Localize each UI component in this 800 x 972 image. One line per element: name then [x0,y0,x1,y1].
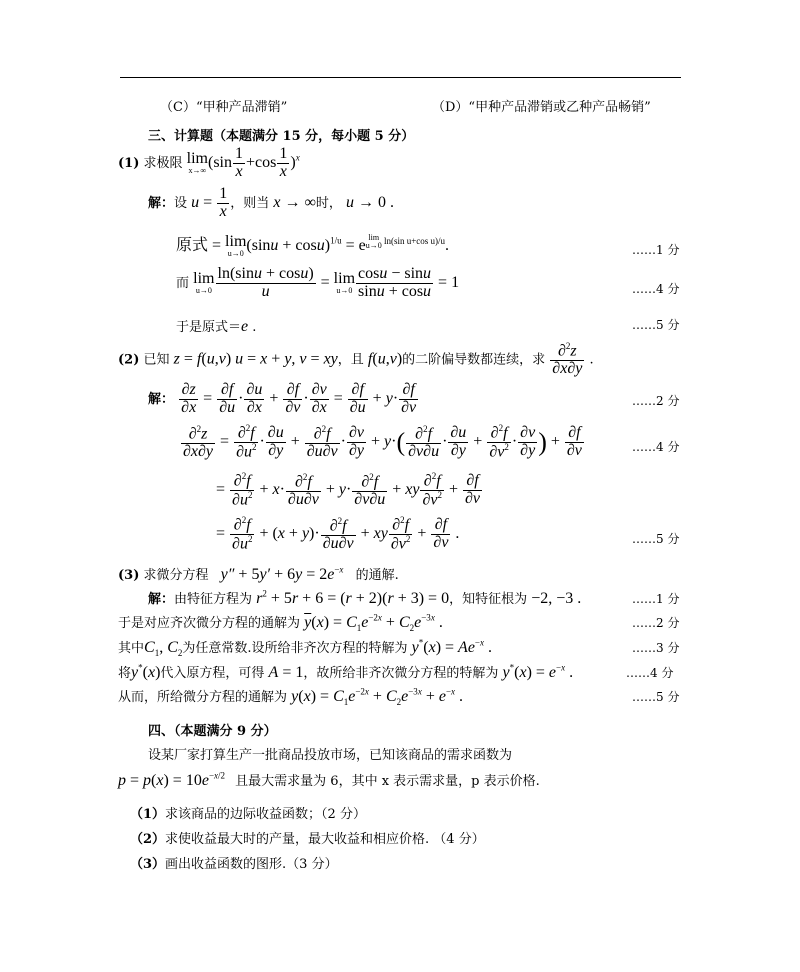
problem2-step1: 解： $\frac{\partial z}{\partial x}$ = $\frac{\partial f}{\partial u}$ · $\frac{\partial u}{\partial x}$ + $\frac{\partial f}{\partial v}$ · $\frac{\partial v}{\partial x}$ = $\frac{\partial f}{\partial u}$ + y· $\frac{\partial f}{\partial v}$ [148,381,417,416]
problem2-score-3: ……5 分 [632,532,680,546]
problem1-conclusion: 于是原式＝e . [176,318,257,335]
problem2-step4: = $\frac{\partial^2f}{\partial u^2}$ + (x + y)· $\frac{\partial^2f}{\partial u\partial v}$ + xy $\frac{\partial^2f}{\partial v^2}$ + $\frac{\partial f}{\partial v}$ . [216,515,460,553]
problem3-line1: 解：由特征方程为 $r^2 + 5r + 6 = (r + 2)(r + 3) = 0$，知特征根为 −2, −3 . [148,588,582,607]
problem1-line1: 原式 = lim u→0 $(\sin u + \cos u)^{1/u} = e$ $^{lim u\to 0 ln(sin u+cos u)/u}$. [176,232,450,259]
section4-intro: 设某厂家打算生产一批商品投放市场，已知该商品的需求函数为 [148,748,513,763]
problem3-line3: 其中$C_1$, $C_2$为任意常数.设所给非齐次方程的特解为 $y^*(x) = Ae^{-x}$ . [118,637,492,659]
section3-heading: 三、计算题（本题满分 15 分，每小题 5 分） [148,129,415,144]
problem3-line5: 从而，所给微分方程的通解为 $y(x) = C_1e^{-2x} + C_2e^{-3x} + e^{-x}$ . [118,686,464,708]
problem1-statement: (1) 求极限 lim x→∞ (sin $\frac{1}{x}$ +cos $\frac{1}{x}$ )$^x$ [118,145,300,180]
problem1-substitution: 解：设 u = $\frac{1}{x}$ ，则当 x → ∞时， u → 0 . [148,185,395,220]
problem2-score-1: ……2 分 [632,394,680,408]
problem2-statement: (2) 已知 z = f(u,v) u = x + y, v = xy，且 f(u,v)的二阶偏导数都连续，求 $\frac{\partial^2z}{\partial x\partial y}$ . [118,341,594,378]
section4-item-1: （1）求该商品的边际收益函数；（2 分） [130,807,366,822]
problem1-score-1: ……1 分 [632,243,680,257]
problem3-line4: 将y*(x)代入原方程，可得 A = 1，故所给非齐次微分方程的特解为 $y^*(x) = e^{-x}$ . [118,662,574,681]
problem2-step3: = $\frac{\partial^2f}{\partial u^2}$ + x· $\frac{\partial^2f}{\partial u\partial v}$ + y· $\frac{\partial^2f}{\partial v\partial u}$ + xy $\frac{\partial^2f}{\partial v^2}$ + $\frac{\partial f}{\partial v}$ [216,471,481,509]
problem1-score-3: ……5 分 [632,318,680,332]
option-d: （D）“甲种产品滞销或乙种产品畅销” [432,100,651,115]
section4-heading: 四、（本题满分 9 分） [148,724,277,739]
problem3-score-5: ……5 分 [632,690,680,704]
problem3-score-3: ……3 分 [632,641,680,655]
problem2-step2: $\frac{\partial^2z}{\partial x\partial y}$ = $\frac{\partial^2f}{\partial u^2}$ · $\frac{\partial u}{\partial y}$ + $\frac{\partial^2f}{\partial u\partial v}$ · $\frac{\partial v}{\partial y}$ + y·( $\frac{\partial^2f}{\partial v\partial u}$ · $\frac{\partial u}{\partial y}$ + $\frac{\partial^2f}{\partial v^2}$ · $\frac{\partial v}{\partial y}$ ) + $\frac{\partial f}{\partial v}$ [183,423,582,461]
header-rule [120,77,681,78]
problem1-score-2: ……4 分 [632,282,680,296]
section4-demand: $p = p(x) = 10e^{-x/2}$ 且最大需求量为 6，其中 x 表示需求量，p 表示价格. [118,770,540,789]
section4-item-2: （2）求使收益最大时的产量，最大收益和相应价格. （4 分） [130,832,485,847]
problem2-score-2: ……4 分 [632,440,680,454]
problem3-score-1: ……1 分 [632,592,680,606]
problem3-score-4: ……4 分 [626,666,674,680]
option-c: （C）“甲种产品滞销” [160,100,288,115]
problem1-line2: 而 lim u→0 $\frac{\ln(\sin u + \cos u)}{u}$ = lim u→0 $\frac{\cos u - \sin u}{\sin u + \cos u}$ = 1 [176,265,460,300]
problem3-score-2: ……2 分 [632,616,680,630]
problem3-line2: 于是对应齐次微分方程的通解为 $\overline{y}(x) = C_1e^{-2x} + C_2e^{-3x}$ . [118,612,443,634]
problem3-statement: (3) 求微分方程 $y'' + 5y' + 6y = 2e^{-x}$ 的通解. [118,564,399,583]
section4-item-3: （3）画出收益函数的图形.（3 分） [130,857,338,872]
